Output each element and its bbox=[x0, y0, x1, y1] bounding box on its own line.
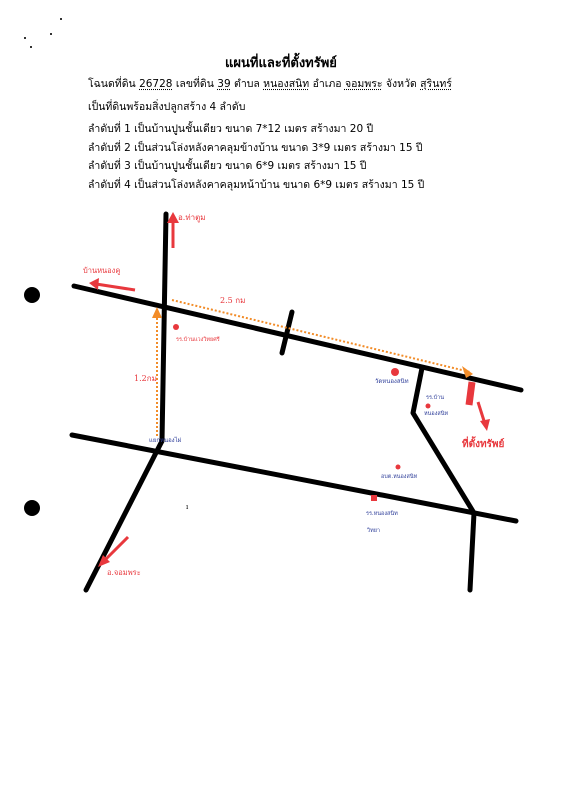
province-label: จังหวัด bbox=[385, 78, 417, 90]
label-school-1: รร.บ้านแวงวิทยศรี bbox=[176, 337, 220, 343]
page-title: แผนที่และที่ตั้งทรัพย์ bbox=[225, 56, 337, 71]
sao-dot bbox=[396, 465, 401, 470]
label-school-2-line1: รร.บ้าน bbox=[426, 395, 444, 401]
school-2-dot bbox=[426, 404, 431, 409]
province-value: สุรินทร์ bbox=[420, 78, 452, 90]
property-marker bbox=[469, 382, 472, 405]
item-line-4: ลำดับที่ 4 เป็นส่วนโล่งหลังคาคลุมหน้าบ้าน ขนาด 6*9 เมตร สร้างมา 15 ปี bbox=[88, 179, 425, 191]
subdistrict-value: หนองสนิท bbox=[263, 78, 310, 90]
label-distance-east: 2.5 กม bbox=[220, 296, 246, 305]
label-distance-south: 1.2กม bbox=[134, 374, 157, 383]
small-mark: ı bbox=[186, 503, 189, 511]
label-sao: อบต.หนองสนิท bbox=[381, 474, 418, 480]
road-east-south bbox=[470, 513, 474, 590]
label-property: ที่ตั้งทรัพย์ bbox=[462, 439, 505, 450]
school-1-dot bbox=[173, 324, 179, 330]
summary-line: เป็นที่ดินพร้อมสิ่งปลูกสร้าง 4 ลำดับ bbox=[88, 101, 246, 113]
temple-dot bbox=[391, 368, 399, 376]
subdistrict-label: ตำบล bbox=[234, 78, 260, 90]
label-temple: วัดหนองสนิท bbox=[375, 378, 409, 385]
label-intersection: แยกหนองไผ่ bbox=[149, 437, 182, 444]
district-label: อำเภอ bbox=[312, 78, 342, 90]
label-school-2-line2: หนองสนิท bbox=[424, 411, 449, 417]
label-west-village: บ้านหนองคู bbox=[83, 266, 121, 275]
road-lower-main bbox=[72, 435, 516, 521]
item-line-1: ลำดับที่ 1 เป็นบ้านปูนชั้นเดียว ขนาด 7*12 เมตร สร้างมา 20 ปี bbox=[88, 123, 374, 135]
label-school-3-line2: วิทยา bbox=[367, 528, 381, 534]
deed-label: โฉนดที่ดิน bbox=[88, 78, 136, 90]
land-number: 39 bbox=[217, 78, 231, 90]
arrow-west-icon bbox=[96, 284, 135, 290]
deed-number: 26728 bbox=[139, 78, 173, 90]
school-3-marker bbox=[371, 495, 377, 501]
item-line-3: ลำดับที่ 3 เป็นบ้านปูนชั้นเดียว ขนาด 6*9 เมตร สร้างมา 15 ปี bbox=[88, 160, 367, 172]
label-southwest-road: อ.จอมพระ bbox=[107, 568, 141, 577]
item-line-2: ลำดับที่ 2 เป็นส่วนโล่งหลังคาคลุมข้างบ้าน ขนาด 3*9 เมตร สร้างมา 15 ปี bbox=[88, 142, 423, 154]
district-value: จอมพระ bbox=[344, 78, 383, 90]
label-north-road: อ.ท่าตูม bbox=[178, 213, 206, 222]
road-north-south bbox=[162, 214, 166, 441]
route-east-dots bbox=[172, 300, 470, 372]
land-label: เลขที่ดิน bbox=[175, 78, 214, 90]
roads bbox=[72, 214, 521, 590]
direction-arrows bbox=[89, 212, 490, 567]
label-school-3-line1: รร.หนองสนิท bbox=[366, 511, 398, 517]
